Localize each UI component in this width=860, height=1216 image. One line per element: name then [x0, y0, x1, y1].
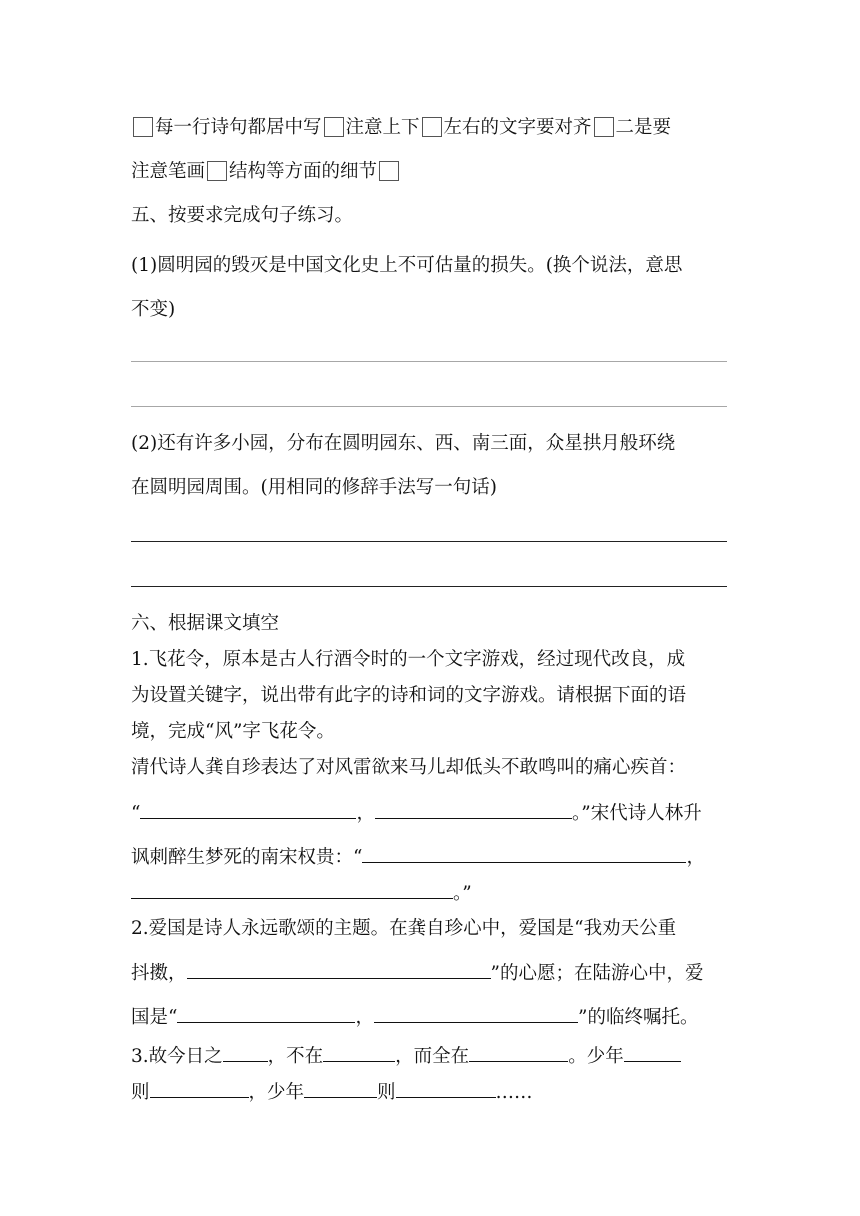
text: 结构等方面的细节: [229, 161, 378, 182]
fill-blank[interactable]: [140, 801, 356, 819]
fill-blank[interactable]: [223, 1044, 268, 1062]
text: 注意笔画: [131, 161, 206, 182]
text: “: [131, 803, 141, 824]
q1-line-2: 不变): [131, 299, 176, 320]
q1-line-1: (1)圆明园的毁灭是中国文化史上不可估量的损失。(换个说法，意思: [131, 255, 683, 276]
sec4-line-1: [131, 116, 671, 140]
text: 左右的文字要对齐: [443, 117, 592, 138]
fill-blank[interactable]: [624, 1044, 681, 1062]
text: ”的临终嘱托。: [577, 1007, 699, 1028]
p2-line-3: [131, 1005, 698, 1030]
text: 注意上下: [345, 117, 420, 138]
p1-line-2: 为设置关键字，说出带有此字的诗和词的文字游戏。请根据下面的语: [131, 685, 687, 706]
answer-line[interactable]: [131, 406, 727, 407]
fill-blank[interactable]: [362, 845, 686, 863]
fill-blank[interactable]: [396, 1080, 496, 1098]
text: ，少年: [248, 1082, 305, 1103]
text: 讽刺醉生梦死的南宋权贵：“: [131, 847, 363, 868]
answer-box[interactable]: [324, 117, 344, 137]
text: ，而全在: [395, 1046, 470, 1067]
sec4-line-2: [131, 160, 401, 184]
text: ，: [356, 803, 375, 824]
p1-line-5: [131, 801, 702, 826]
fill-blank[interactable]: [150, 1080, 249, 1098]
p3-line-2: [131, 1080, 533, 1105]
section-6-title: 六、根据课文填空: [131, 613, 280, 634]
text: 国是“: [131, 1007, 178, 1028]
p1-line-4: 清代诗人龚自珍表达了对风雷欲来马儿却低头不敢鸣叫的痛心疾首：: [131, 757, 687, 778]
fill-blank[interactable]: [187, 961, 491, 979]
text: 抖擞，: [131, 963, 187, 984]
text: ”的心愿；在陆游心中，爱: [490, 963, 704, 984]
text: 。”宋代诗人林升: [571, 803, 702, 824]
q2-line-2: 在圆明园周围。(用相同的修辞手法写一句话): [131, 477, 497, 498]
p1-line-6: [131, 845, 705, 870]
p1-line-3: 境，完成“风”字飞花令。: [131, 721, 335, 742]
text: ，不在: [267, 1046, 324, 1067]
p2-line-1: 2.爱国是诗人永远歌颂的主题。在龚自珍心中，爱国是“我劝天公重: [131, 918, 677, 939]
answer-box[interactable]: [594, 117, 614, 137]
section-5-title: 五、按要求完成句子练习。: [131, 205, 354, 226]
fill-blank[interactable]: [469, 1044, 568, 1062]
answer-line[interactable]: [131, 541, 727, 542]
answer-line[interactable]: [131, 361, 727, 362]
fill-blank[interactable]: [323, 1044, 395, 1062]
text: 则: [377, 1082, 396, 1103]
fill-blank[interactable]: [374, 1005, 578, 1023]
fill-blank[interactable]: [131, 881, 453, 899]
p3-line-1: [131, 1044, 681, 1069]
text: 则: [131, 1082, 150, 1103]
text: ，: [355, 1007, 374, 1028]
p1-line-1: 1.飞花令，原本是古人行酒令时的一个文字游戏，经过现代改良，成: [131, 649, 686, 670]
answer-line[interactable]: [131, 586, 727, 587]
p1-line-7: [131, 881, 472, 906]
text: 。少年: [568, 1046, 624, 1067]
p2-line-2: [131, 961, 703, 986]
text: 。”: [453, 883, 472, 904]
text: ，: [686, 847, 705, 868]
text: 3.故今日之: [131, 1046, 223, 1067]
answer-box[interactable]: [422, 117, 442, 137]
fill-blank[interactable]: [304, 1080, 377, 1098]
fill-blank[interactable]: [375, 801, 572, 819]
text: ……: [495, 1082, 533, 1103]
answer-box[interactable]: [207, 161, 227, 181]
q2-line-1: (2)还有许多小园，分布在圆明园东、西、南三面，众星拱月般环绕: [131, 433, 676, 454]
answer-box[interactable]: [379, 161, 399, 181]
answer-box[interactable]: [133, 117, 153, 137]
text: 二是要: [615, 117, 672, 138]
text: 每一行诗句都居中写: [155, 117, 322, 138]
fill-blank[interactable]: [177, 1005, 355, 1023]
